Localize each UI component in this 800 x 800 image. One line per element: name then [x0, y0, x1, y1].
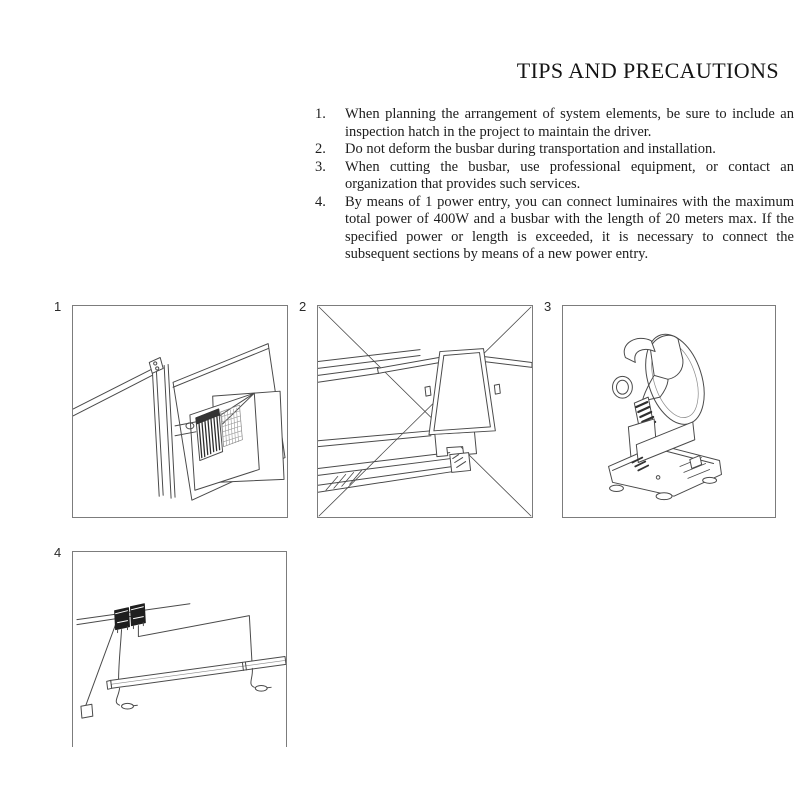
item-text: Do not deform the busbar during transportation and installation. — [345, 141, 716, 157]
item-text: By means of 1 power entry, you can connect luminaires with the maximum total power of 400W and a busbar with the length of 20 meters max. If the specified power or length is exceeded, it is necessary to connect the subsequent sections by means of a new power entry. — [345, 193, 794, 262]
cutoff-saw-illustration — [563, 306, 775, 517]
figure-1-panel — [72, 305, 288, 518]
busbar-deform-prohibited-illustration — [318, 306, 532, 517]
figure-4-panel — [72, 551, 287, 747]
list-item — [315, 159, 794, 194]
figure-3-label: 3 — [544, 299, 552, 314]
page-title: TIPS AND PRECAUTIONS — [516, 58, 779, 83]
item-text: When planning the arrangement of system elements, be sure to include an inspection hatch in the project to maintain the driver. — [345, 106, 794, 140]
figure-4-label: 4 — [54, 545, 62, 560]
tips-list — [315, 106, 794, 264]
list-item — [315, 194, 794, 264]
power-entry-wiring-illustration — [73, 552, 286, 747]
item-number: 2. — [315, 141, 326, 157]
figure-2-label: 2 — [299, 299, 307, 314]
figure-1-label: 1 — [54, 299, 62, 314]
item-number: 4. — [315, 193, 326, 210]
item-text: When cutting the busbar, use professional equipment, or contact an organization that provides such services. — [345, 158, 794, 192]
inspection-hatch-illustration — [73, 306, 287, 517]
item-number: 1. — [315, 106, 326, 122]
figure-2-panel — [317, 305, 533, 518]
figure-3-panel — [562, 305, 776, 518]
list-item — [315, 106, 794, 141]
item-number: 3. — [315, 158, 326, 175]
list-item — [315, 141, 794, 159]
